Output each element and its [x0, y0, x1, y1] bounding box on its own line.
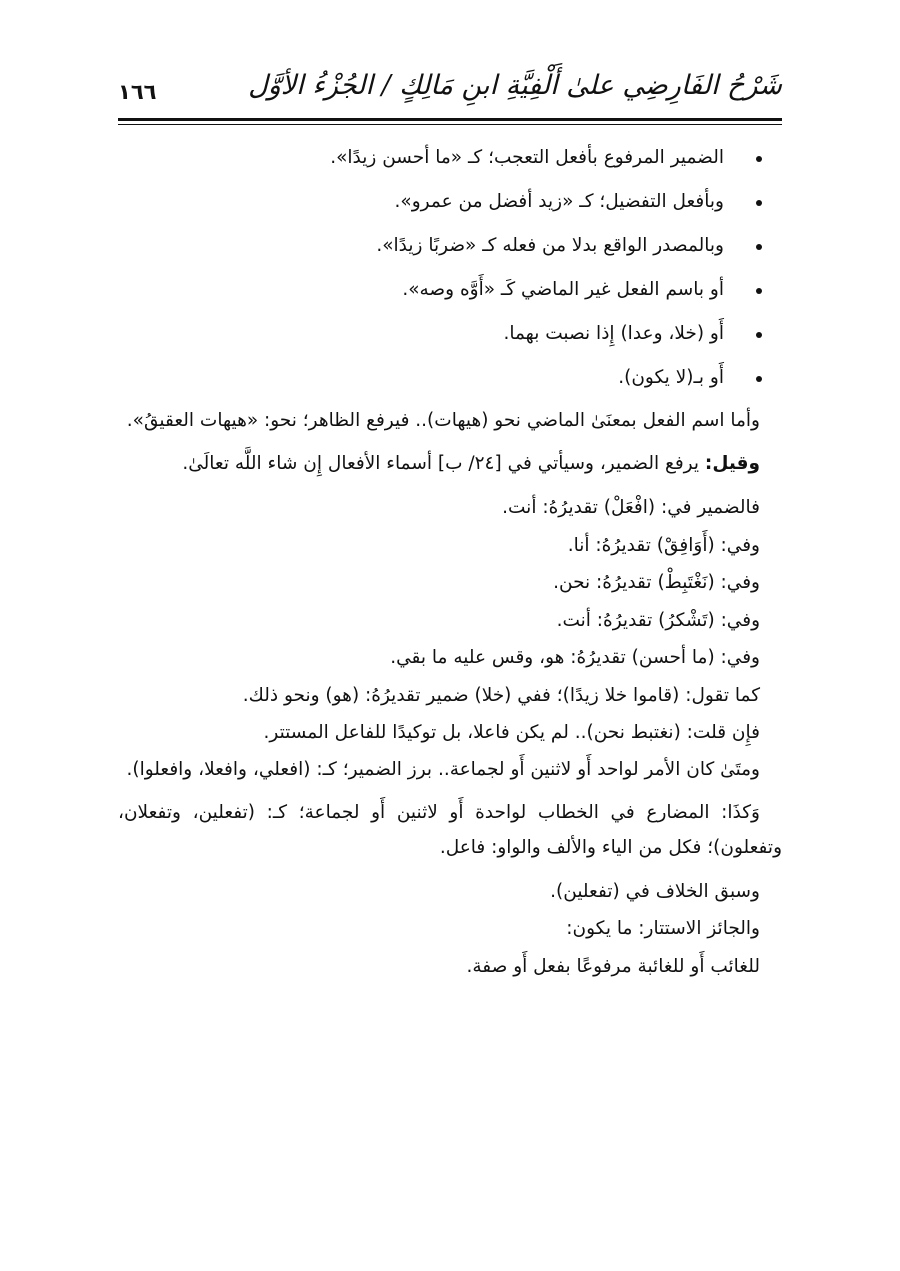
paragraph: [118, 677, 782, 715]
bullet-text: الضمير المرفوع بأفعل التعجب؛ كـ «ما أحسن زيدًا».: [330, 147, 724, 168]
paragraph-text: كما تقول: (قاموا خلا زيدًا)؛ ففي (خلا) ضمير تقديرُهُ: (هو) ونحو ذلك.: [242, 684, 760, 706]
bullet-dot-icon: [756, 200, 762, 206]
paragraph: [118, 873, 782, 911]
bullet-dot-icon: [756, 156, 762, 162]
paragraph: [118, 795, 782, 865]
paragraph-text: وَكذَا: المضارع في الخطاب لواحدة أَو لاثنين أَو لجماعة؛ كـ: (تفعلين، وتفعلان، وتفعلون)؛ فكل من الياء والألف والواو: فاعل.: [118, 801, 782, 858]
paragraph-lead: وقيل:: [704, 453, 760, 474]
paragraph: [118, 948, 782, 986]
bullet-dot-icon: [756, 332, 762, 338]
paragraph-text: وأما اسم الفعل بمعنَىٰ الماضي نحو (هيهات).. فيرفع الظاهر؛ نحو: «هيهات العقيقُ».: [126, 410, 760, 431]
bullet-dot-icon: [756, 244, 762, 250]
paragraph-text: للغائب أَو للغائبة مرفوعًا بفعل أَو صفة.: [466, 955, 760, 977]
paragraph: [118, 446, 782, 481]
bullet-text: وبالمصدر الواقع بدلا من فعله كـ «ضربًا زيدًا».: [376, 235, 724, 256]
paragraph-text: وفي: (أَوَافِقْ) تقديرُهُ: أنا.: [567, 534, 760, 556]
bullet-dot-icon: [756, 376, 762, 382]
paragraph: [118, 489, 782, 527]
paragraph-text: والجائز الاستتار: ما يكون:: [566, 918, 760, 939]
paragraph: [118, 910, 782, 948]
paragraph: [118, 714, 782, 752]
paragraph: [118, 639, 782, 677]
bullet-item: [118, 136, 782, 180]
paragraph: [118, 564, 782, 602]
bullet-text: أَو (خلا، وعدا) إِذا نصبت بهما.: [503, 323, 724, 344]
paragraph-text: فإِن قلت: (نغتبط نحن).. لم يكن فاعلا، بل توكيدًا للفاعل المستتر.: [263, 722, 760, 743]
page-body: [118, 136, 782, 985]
bullet-list: [118, 136, 782, 400]
paragraph-text: وفي: (نَغْتَبِطْ) تقديرُهُ: نحن.: [553, 572, 760, 593]
paragraph-text: وفي: (ما أحسن) تقديرُهُ: هو، وقس عليه ما بقي.: [390, 647, 760, 668]
paragraph-text: ومتَىٰ كان الأمر لواحد أَو لاثنين أَو لجماعة.. برز الضمير؛ كـ: (افعلي، وافعلا، وافعلوا).: [126, 758, 760, 780]
bullet-item: [118, 356, 782, 400]
bullet-item: [118, 180, 782, 224]
paragraph-text: يرفع الضمير، وسيأتي في [٢٤/ ب] أسماء الأفعال إِن شاء اللَّه تعالَىٰ.: [182, 453, 705, 474]
bullet-dot-icon: [756, 288, 762, 294]
paragraph-text: وفي: (تَشْكرُ) تقديرُهُ: أنت.: [556, 609, 760, 631]
bullet-text: أو باسم الفعل غير الماضي كَـ «أَوَّه وصه».: [402, 279, 724, 300]
paragraph: [118, 527, 782, 565]
bullet-item: [118, 268, 782, 312]
page-header: [118, 62, 782, 122]
bullet-text: وبأفعل التفضيل؛ كـ «زيد أفضل من عمرو».: [394, 191, 724, 212]
paragraph-text: فالضمير في: (افْعَلْ) تقديرُهُ: أنت.: [502, 497, 760, 518]
paragraph-text: وسبق الخلاف في (تفعلين).: [550, 880, 760, 902]
running-title: شَرْحُ الفَارِضِي علىٰ أَلْفِيَّةِ ابنِ مَالِكٍ / الجُزْءُ الأوَّل: [248, 70, 782, 101]
bullet-item: [118, 224, 782, 268]
paragraph: [118, 602, 782, 640]
page-number: ١٦٦: [118, 80, 157, 104]
bullet-text: أَو بـ(لا يكون).: [618, 367, 724, 388]
header-rule-thick: [118, 118, 782, 121]
paragraph: [118, 752, 782, 787]
header-rule-thin: [118, 124, 782, 125]
paragraph: [118, 403, 782, 438]
bullet-item: [118, 312, 782, 356]
paragraphs: [118, 403, 782, 985]
